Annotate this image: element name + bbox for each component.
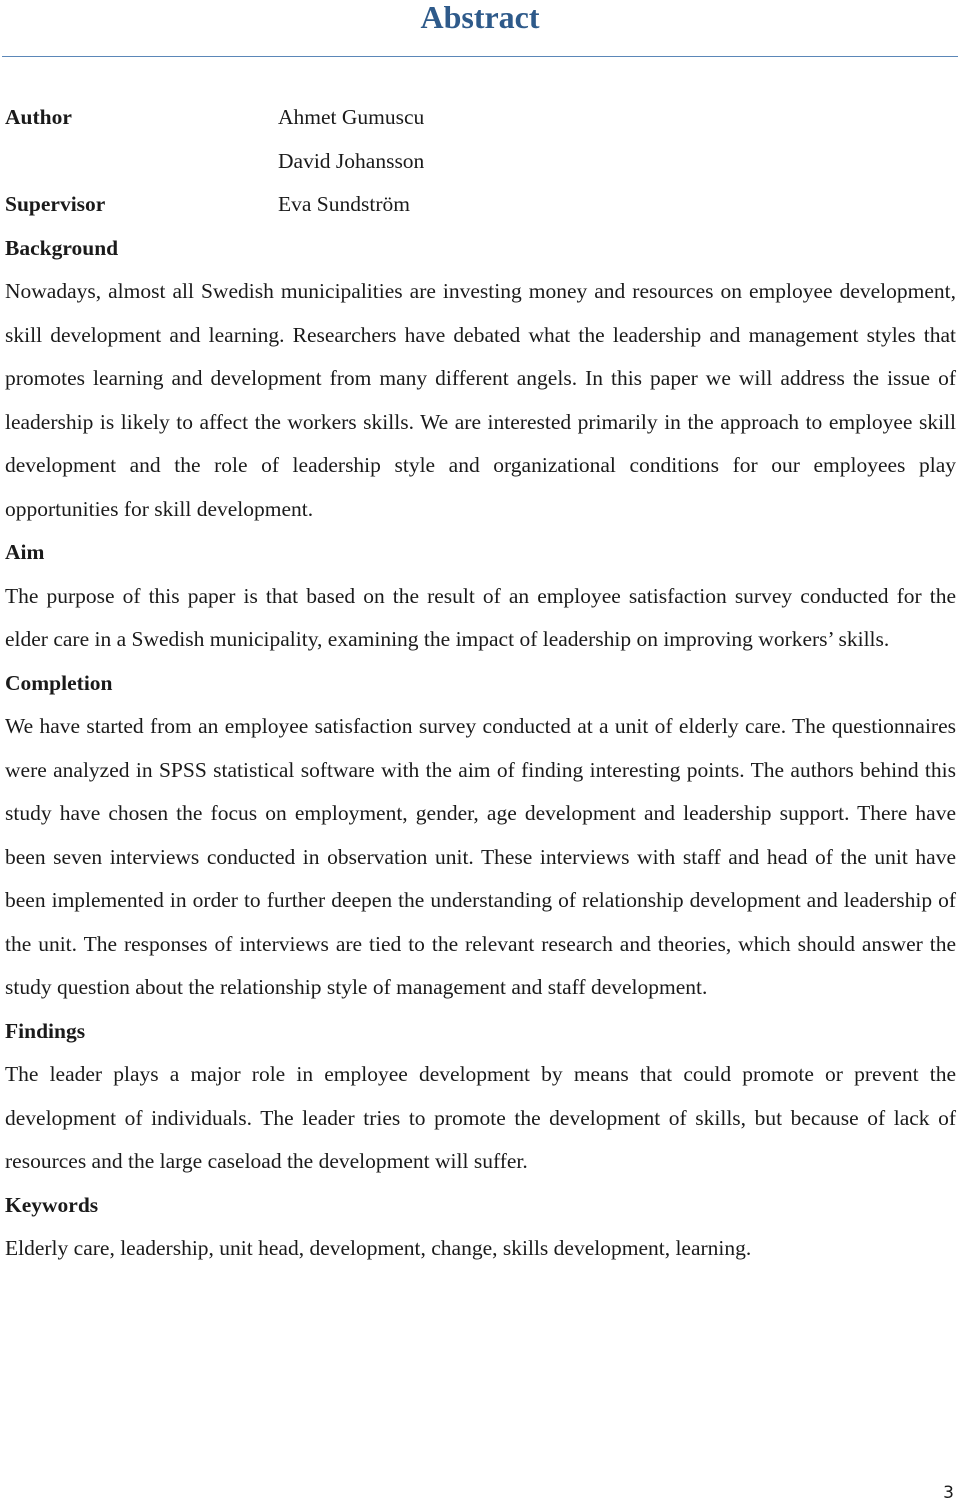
author-label-spacer: [5, 140, 278, 184]
keywords-text: Elderly care, leadership, unit head, development, change, skills development, learning.: [5, 1236, 752, 1260]
background-text: Nowadays, almost all Swedish municipalities are investing money and resources on employee development, skill development and learning. Researchers have debated what the leadership and management styles that promotes learning and development from many different angels. In this paper we will address the issue of leadership is likely to affect the workers skills. We are interested primarily in the approach to employee skill development and the role of leadership style and organizational conditions for our employees play opportunities for skill development.: [5, 279, 956, 521]
author-label: Author: [5, 105, 72, 129]
completion-heading: Completion: [5, 670, 113, 695]
author-row-2: [5, 140, 956, 184]
aim-heading: Aim: [5, 540, 45, 564]
supervisor-name: Eva Sundström: [278, 192, 410, 216]
page-number: 3: [943, 1483, 954, 1503]
background-heading: Background: [5, 235, 119, 260]
findings-text: The leader plays a major role in employee development by means that could promote or prevent the development of individuals. The leader tries to promote the development of skills, but because of lack of resources and the large caseload the development will suffer.: [5, 1062, 956, 1173]
supervisor-label: Supervisor: [5, 192, 106, 216]
abstract-body: [5, 96, 956, 1271]
completion-text: We have started from an employee satisfaction survey conducted at a unit of elderly care. The questionnaires were analyzed in SPSS statistical software with the aim of finding interesting points. The authors behind this study have chosen the focus on employment, gender, age development and leadership support. There have been seven interviews conducted in observation unit. These interviews with staff and head of the unit have been implemented in order to further deepen the understanding of relationship development and leadership of the unit. The responses of interviews are tied to the relevant research and theories, which should answer the study question about the relationship style of management and staff development.: [5, 714, 956, 999]
keywords-heading: Keywords: [5, 1192, 99, 1217]
page-title: Abstract: [420, 0, 540, 35]
title-divider: [2, 56, 958, 57]
author-row: [5, 96, 956, 140]
aim-text: The purpose of this paper is that based on the result of an employee satisfaction survey conducted for the elder care in a Swedish municipality, examining the impact of leadership on improving workers’ skills.: [5, 583, 956, 651]
author-name-1: Ahmet Gumuscu: [278, 105, 425, 129]
findings-heading: Findings: [5, 1018, 86, 1043]
supervisor-row: [5, 183, 956, 227]
author-name-2: David Johansson: [278, 148, 425, 173]
